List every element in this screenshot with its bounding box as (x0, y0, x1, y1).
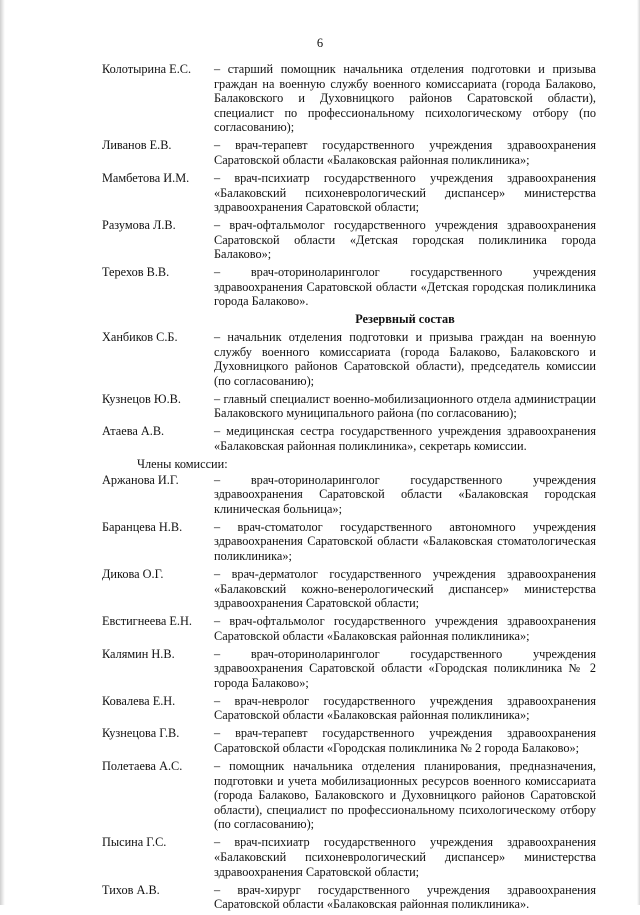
person-description: – врач-оториноларинголог государственного учреждения здравоохранения Саратовской области «Детская городская поликлиника города Балаково». (214, 265, 596, 309)
list-item (102, 392, 596, 421)
person-name: Аржанова И.Г. (102, 472, 179, 487)
person-description: – медицинская сестра государственного учреждения здравоохранения «Балаковская районная поликлиника», секретарь комиссии. (214, 424, 596, 453)
person-description: – врач-оториноларинголог государственного учреждения здравоохранения Саратовской области «Городская поликлиника № 2 города Балаково»; (214, 646, 596, 690)
person-name: Кузнецов Ю.В. (102, 391, 181, 406)
reserve-list (102, 330, 596, 454)
list-item (102, 835, 596, 879)
person-name: Разумова Л.В. (102, 218, 176, 233)
list-item (102, 726, 596, 755)
scan-edge-left (0, 0, 5, 905)
person-description: – начальник отделения подготовки и призыва граждан на военную службу военного комиссариата (города Балаково, Балаковского и Духовницкого районов Саратовской области), председатель комиссии (по согласованию); (214, 330, 596, 388)
person-description: – врач-хирург государственного учреждения здравоохранения Саратовской области «Балаковская районная поликлиника». (214, 882, 596, 912)
list-item (102, 171, 596, 215)
person-name: Тихов А.В. (102, 882, 160, 897)
person-name: Евстигнеева Е.Н. (102, 614, 192, 629)
person-name: Ханбиков С.Б. (102, 330, 178, 345)
document-body (102, 62, 596, 915)
person-description: – врач-офтальмолог государственного учреждения здравоохранения Саратовской области «Балаковская районная поликлиника»; (214, 614, 596, 643)
commission-list (102, 473, 596, 912)
person-name: Атаева А.В. (102, 424, 165, 439)
list-item (102, 473, 596, 517)
person-description: – врач-терапевт государственного учреждения здравоохранения Саратовской области «Городская поликлиника № 2 города Балаково»; (214, 726, 596, 755)
person-description: – врач-оториноларинголог государственного учреждения здравоохранения Саратовской области «Балаковская городская клиническая больница»; (214, 472, 596, 516)
person-description: – врач-невролог государственного учреждения здравоохранения Саратовской области «Балаковская районная поликлиника»; (214, 693, 596, 723)
person-description: – врач-офтальмолог государственного учреждения здравоохранения Саратовской области «Детская городская поликлиника города Балаково»; (214, 218, 596, 262)
person-description: – старший помощник начальника отделения подготовки и призыва граждан на военную службу военного комиссариата (города Балаково, Балаковского и Духовницкого районов Саратовской области), специалист по профессиональному психологическому отбору (по согласованию); (214, 62, 596, 135)
person-name: Пысина Г.С. (102, 835, 167, 850)
reserve-heading: Резервный состав (355, 312, 455, 327)
person-name: Баранцева Н.В. (102, 519, 183, 534)
person-description: – врач-психиатр государственного учреждения здравоохранения «Балаковский психоневрологический диспансер» министерства здравоохранения Саратовской области; (214, 835, 596, 879)
list-item (102, 62, 596, 135)
list-item (102, 138, 596, 167)
list-item (102, 265, 596, 309)
list-item (102, 218, 596, 262)
person-name: Ковалева Е.Н. (102, 693, 176, 708)
person-description: – помощник начальника отделения планирования, предназначения, подготовки и учета мобилизационных ресурсов военного комиссариата (города Балаково, Балаковского и Духовницкого районов Саратовской области), специалист по профессиональному психологическому отбору (по согласованию); (214, 758, 596, 832)
person-name: Дикова О.Г. (102, 566, 164, 581)
list-item (102, 647, 596, 691)
person-description: – врач-терапевт государственного учреждения здравоохранения Саратовской области «Балаковская районная поликлиника»; (214, 138, 596, 167)
person-description: – врач-психиатр государственного учреждения здравоохранения «Балаковский психоневрологический диспансер» министерства здравоохранения Саратовской области; (214, 170, 596, 215)
members-list (102, 62, 596, 309)
person-description: – врач-дерматолог государственного учреждения здравоохранения «Балаковский кожно-венерологический диспансер» министерства здравоохранения Саратовской области; (214, 566, 596, 611)
list-item (102, 330, 596, 388)
list-item (102, 567, 596, 611)
list-item (102, 883, 596, 912)
person-name: Ливанов Е.В. (102, 138, 172, 153)
person-name: Калямин Н.В. (102, 646, 175, 661)
list-item (102, 759, 596, 832)
list-item (102, 694, 596, 723)
person-name: Полетаева А.С. (102, 758, 183, 773)
person-name: Колотырина Е.С. (102, 62, 192, 76)
list-item (102, 520, 596, 564)
page-number: 6 (316, 36, 324, 50)
person-name: Терехов В.В. (102, 265, 170, 280)
person-description: – врач-стоматолог государственного автономного учреждения здравоохранения Саратовской области «Балаковская стоматологическая поликлиника»; (214, 519, 596, 563)
list-item (102, 614, 596, 643)
person-name: Мамбетова И.М. (102, 170, 190, 185)
person-description: – главный специалист военно-мобилизационного отдела администрации Балаковского муниципального района (по согласованию); (214, 391, 596, 421)
list-item (102, 424, 596, 453)
person-name: Кузнецова Г.В. (102, 726, 180, 741)
commission-heading: Члены комиссии: (137, 456, 228, 471)
